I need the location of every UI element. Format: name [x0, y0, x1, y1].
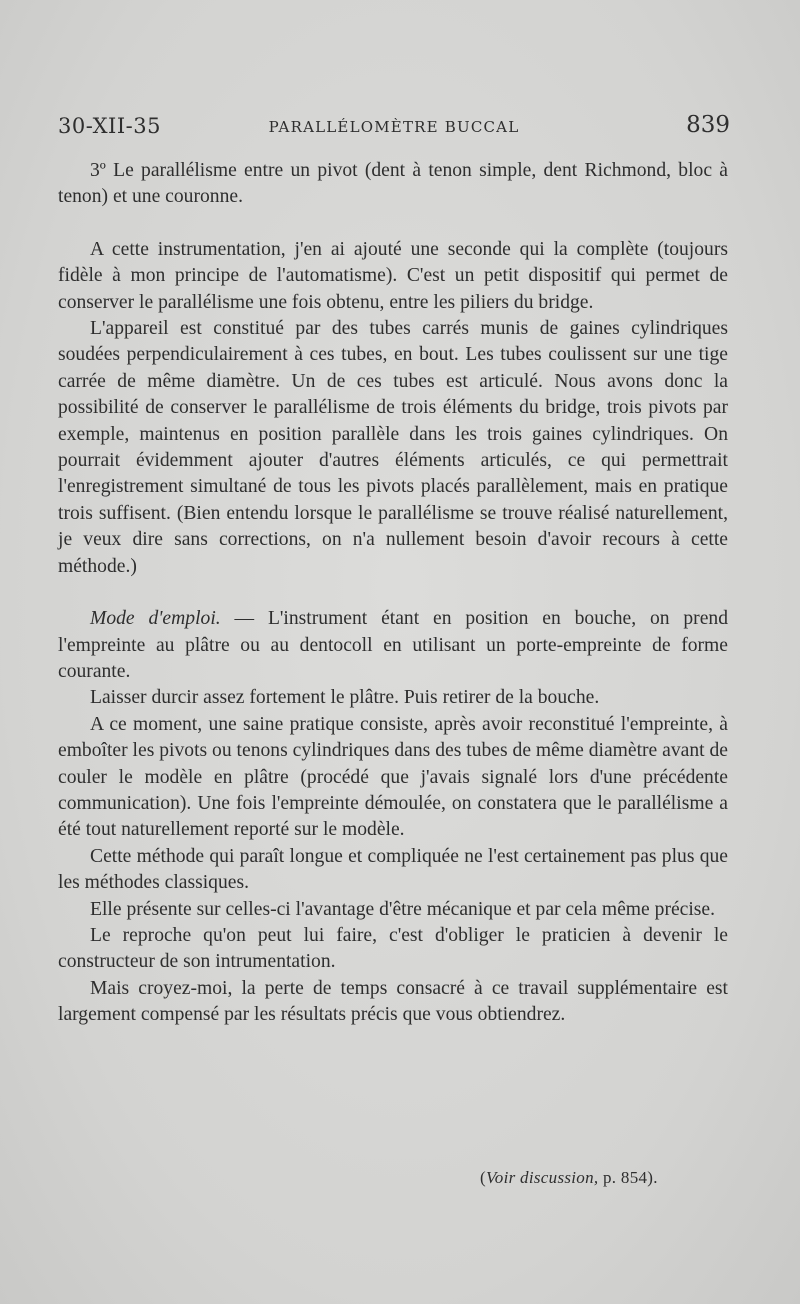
header-date: 30-XII-35: [58, 114, 161, 138]
mode-emploi-text: — L'instrument étant en position en bouche, on prend l'empreinte au plâtre ou au dentocoll en utilisant un porte-empreinte de forme courante.: [58, 608, 728, 682]
header-title: PARALLÉLOMÈTRE BUCCAL: [268, 118, 520, 136]
paragraph: A cette instrumentation, j'en ai ajouté une seconde qui la complète (toujours fidèle à mon principe de l'automatisme). C'est un petit dispositif qui permet de conserver le parallélisme une fois obtenu, entre les piliers du bridge.: [58, 238, 728, 313]
paragraph: Laisser durcir assez fortement le plâtre. Puis retirer de la bouche.: [90, 687, 600, 709]
paragraph: A ce moment, une saine pratique consiste, après avoir reconstitué l'empreinte, à emboîter les pivots ou tenons cylindriques dans des tubes de même diamètre avant de couler le modèle en plâtre (procédé que j'avais signalé lors d'une précédente communication). Une fois l'empreinte démoulée, on constatera que le parallélisme a été tout naturellement reporté sur le modèle.: [58, 713, 728, 841]
paragraph: Le reproche qu'on peut lui faire, c'est d'obliger le praticien à devenir le constructeur de son intrumentation.: [58, 924, 728, 973]
discussion-reference: [480, 1168, 658, 1188]
paragraph: 3º Le parallélisme entre un pivot (dent à tenon simple, dent Richmond, bloc à tenon) et une couronne.: [58, 160, 728, 208]
discussion-page: p. 854).: [598, 1168, 658, 1187]
discussion-label: Voir discussion,: [485, 1168, 599, 1187]
paragraph: L'appareil est constitué par des tubes carrés munis de gaines cylindriques soudées perpendiculairement à ces tubes, en bout. Les tubes coulissent sur une tige carrée de même diamètre. Un de ces tubes est articulé. Nous avons donc la possibilité de conserver le parallélisme de trois éléments du bridge, trois pivots par exemple, maintenus en position parallèle dans les trois gaines cylindriques. On pourrait évidemment ajouter d'autres éléments articulés, ce qui permettrait l'enregistrement simultané de tous les pivots placés parallèlement, mais en pratique trois suffisent. (Bien entendu lorsque le parallélisme se trouve réalisé naturellement, je veux dire sans corrections, on n'a nullement besoin d'avoir recours à cette méthode.): [58, 318, 728, 577]
discussion-open: (: [480, 1168, 486, 1187]
paragraph: Elle présente sur celles-ci l'avantage d'être mécanique et par cela même précise.: [90, 898, 716, 920]
mode-emploi-label: Mode d'emploi.: [90, 608, 221, 630]
page-number: 839: [686, 112, 730, 138]
running-header: [58, 112, 730, 142]
paragraph: Cette méthode qui paraît longue et compliquée ne l'est certainement pas plus que les méthodes classiques.: [58, 845, 728, 894]
mode-emploi-paragraph: [58, 606, 728, 685]
body-text: [58, 158, 728, 1029]
paragraph: Mais croyez-moi, la perte de temps consacré à ce travail supplémentaire est largement compensé par les résultats précis que vous obtiendrez.: [58, 977, 728, 1026]
